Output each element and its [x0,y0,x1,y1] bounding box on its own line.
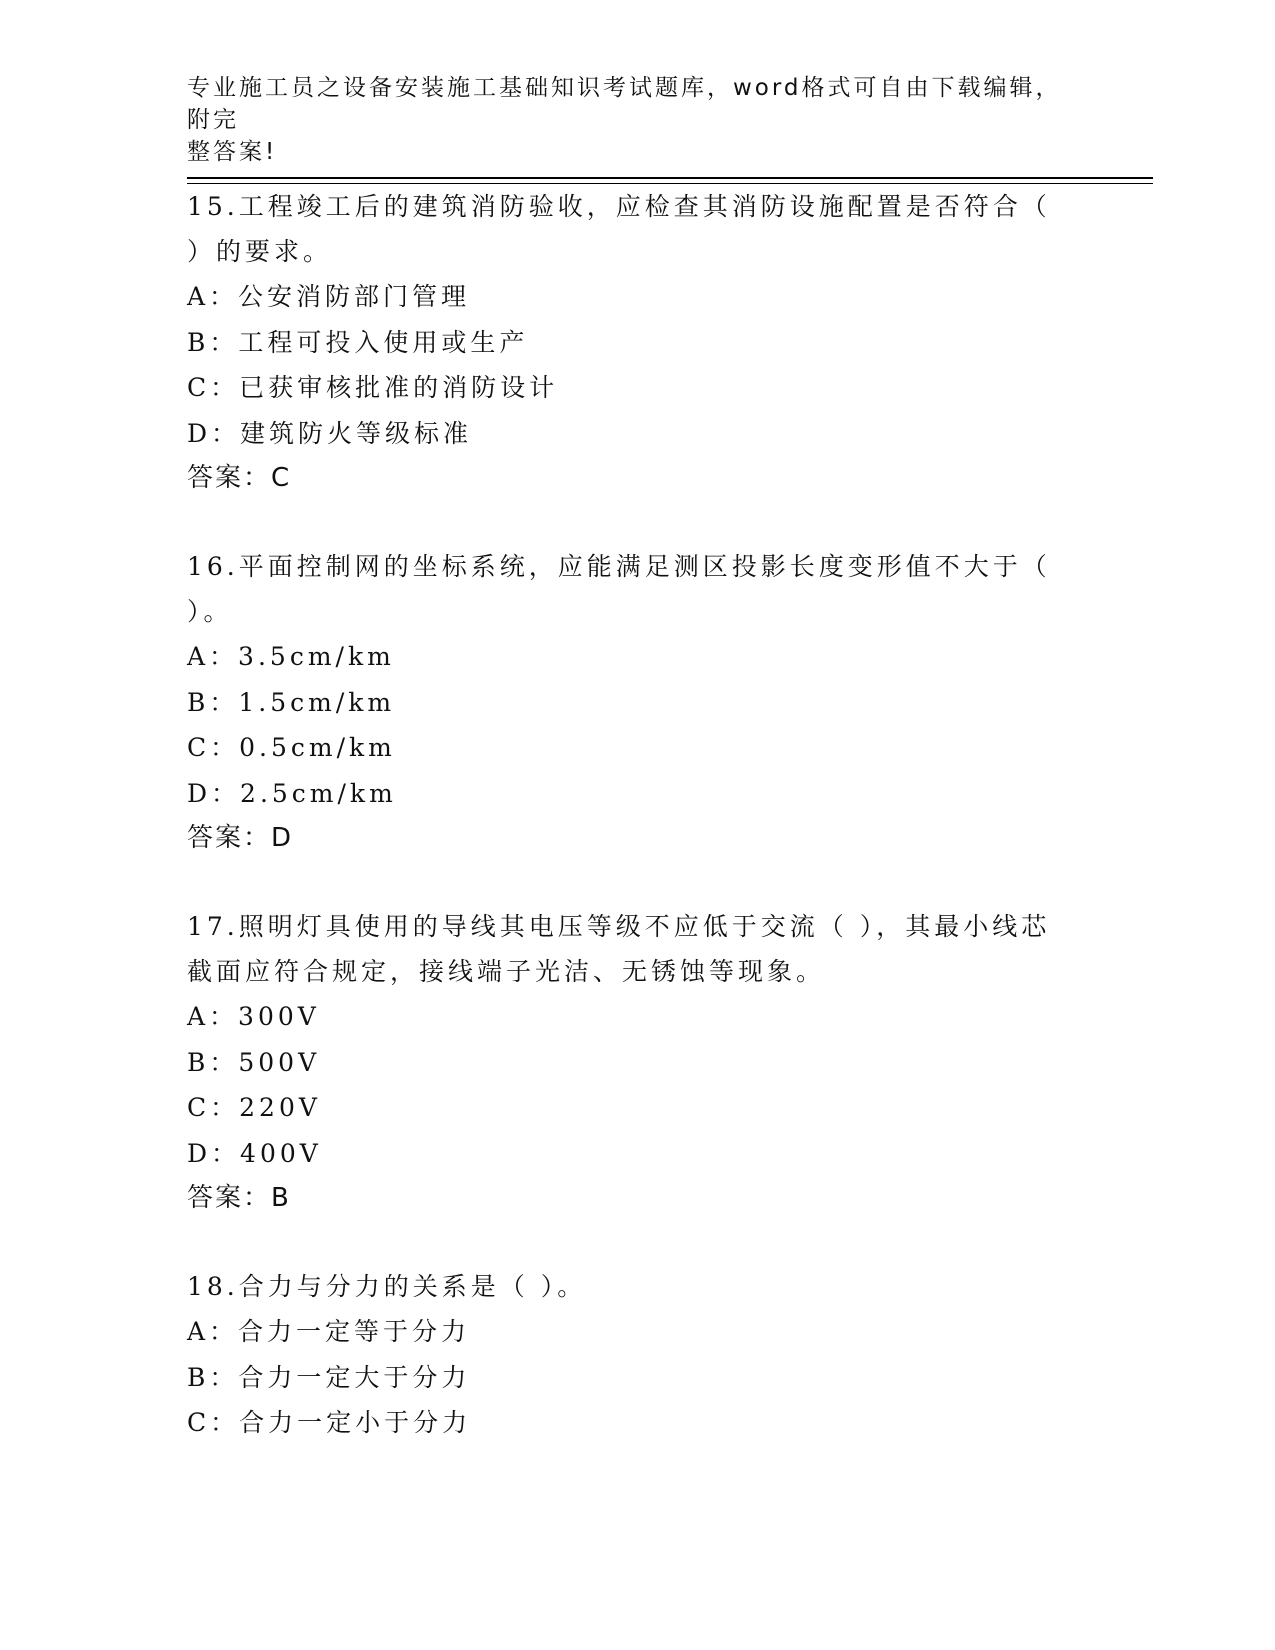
question-17 [187,904,1067,1221]
option-a: A：3.5cm/km [187,642,395,671]
option-d: D：建筑防火等级标准 [187,418,473,448]
header-line-1: 专业施工员之设备安装施工基础知识考试题库，word格式可自由下载编辑，附完 [187,75,1062,133]
option-c: C：合力一定小于分力 [187,1408,472,1437]
option-c: C：0.5cm/km [187,733,396,762]
option-c: C：已获审核批准的消防设计 [187,373,559,402]
question-stem: 18.合力与分力的关系是（ ）。 [187,1272,587,1301]
option-c: C：220V [187,1093,321,1122]
question-stem-continued: 截面应符合规定，接线端子光洁、无锈蚀等现象。 [187,957,826,986]
header-line-2: 整答案! [187,139,278,165]
answer: 答案：C [187,463,292,493]
answer: 答案：D [187,823,294,853]
header-rule-thick [187,177,1153,179]
question-stem-continued: ）。 [187,597,233,626]
document-header [187,72,1067,168]
option-b: B：合力一定大于分力 [187,1362,471,1392]
question-16 [187,544,1067,861]
option-b: B：工程可投入使用或生产 [187,327,529,357]
question-18 [187,1264,1067,1446]
question-stem: 15.工程竣工后的建筑消防验收，应检查其消防设施配置是否符合（ [187,192,1051,221]
option-a: A：公安消防部门管理 [187,282,471,311]
option-d: D：400V [187,1138,322,1168]
question-stem: 16.平面控制网的坐标系统，应能满足测区投影长度变形值不大于（ [187,552,1051,581]
option-a: A：300V [187,1002,320,1031]
option-a: A：合力一定等于分力 [187,1317,471,1346]
question-stem: 17.照明灯具使用的导线其电压等级不应低于交流（ ），其最小线芯 [187,912,1051,941]
question-stem-continued: ）的要求。 [187,237,333,266]
option-b: B：1.5cm/km [187,687,396,717]
option-b: B：500V [187,1047,321,1077]
option-d: D：2.5cm/km [187,778,397,808]
question-15 [187,184,1067,501]
answer: 答案：B [187,1183,291,1213]
